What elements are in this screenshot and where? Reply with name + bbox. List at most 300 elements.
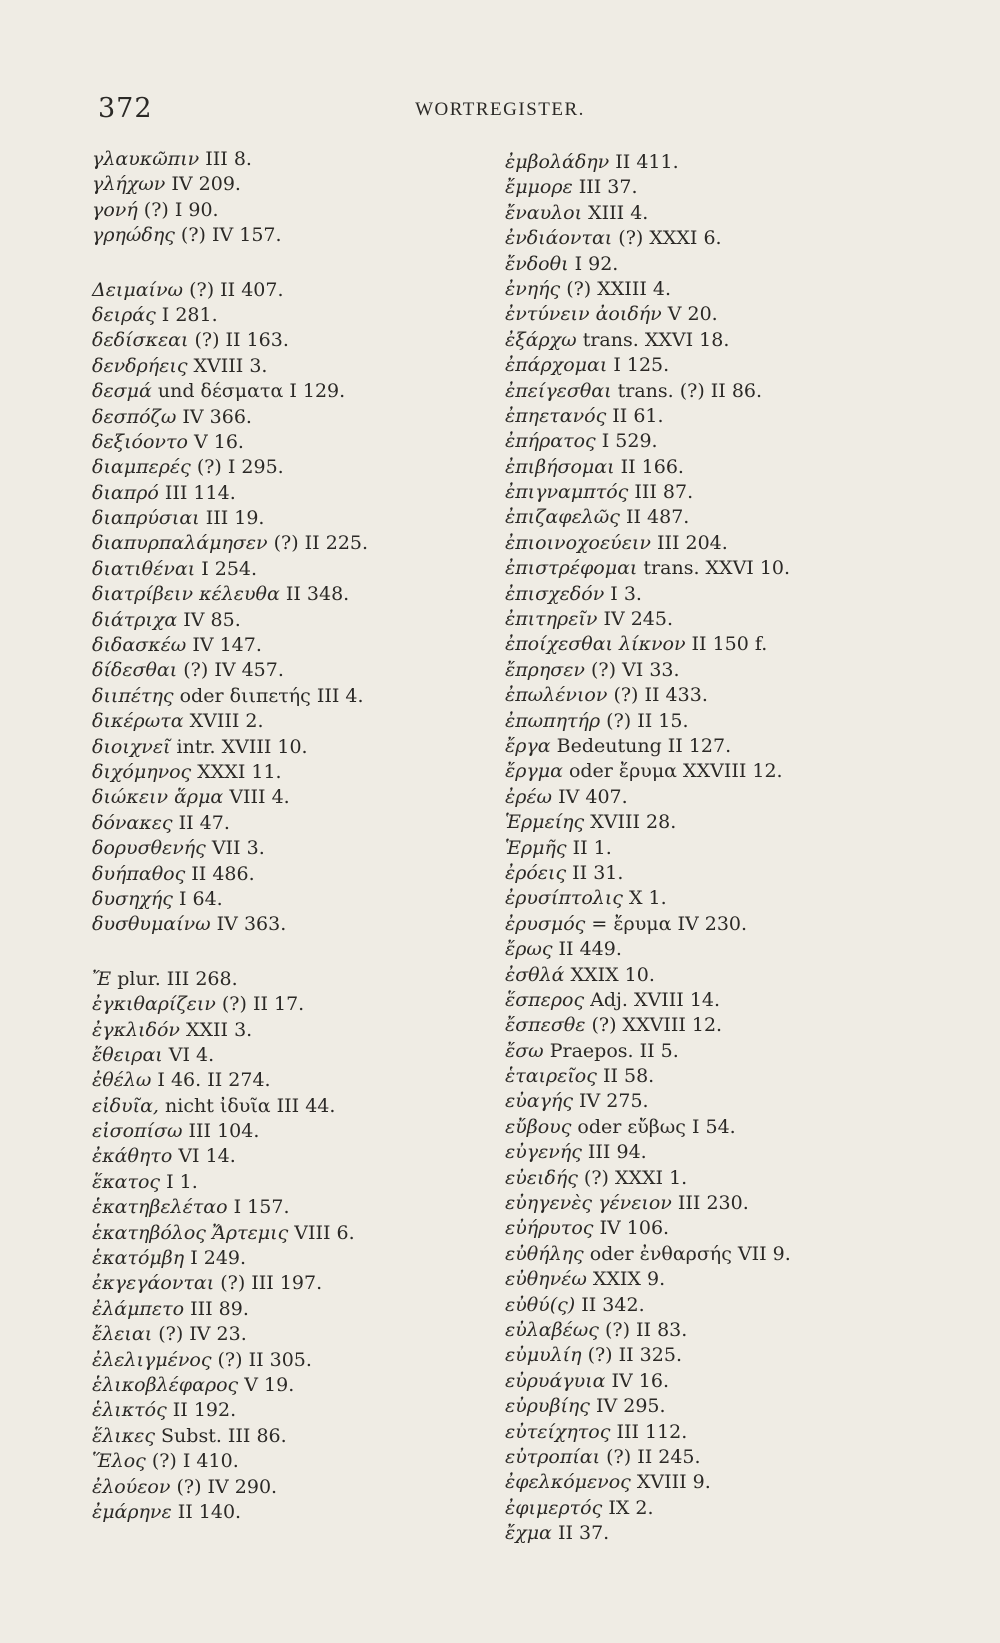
index-headword: ἐρυσμός [505,912,586,935]
index-reference: (?) II 163. [194,329,289,352]
index-entry [505,201,925,226]
index-headword: ἐμβολάδην [505,151,610,173]
index-reference: IX 2. [608,1496,654,1519]
index-reference: trans. XXVI 10. [643,557,791,580]
index-headword: ἐμάρηνε [92,1500,172,1523]
index-reference: (?) IV 23. [158,1323,247,1346]
index-headword: εὐλαβέως [505,1318,599,1341]
index-entry [92,1373,492,1398]
index-headword: διάτριχα [92,608,178,631]
index-entry [505,404,925,429]
index-headword: ἐπιζαφελῶς [505,506,620,529]
index-headword: δορυσθενής [92,837,206,860]
index-headword: εὐρυβίης [505,1395,590,1418]
index-headword: ἐλούεον [92,1475,171,1498]
index-reference: (?) XXVIII 12. [591,1014,723,1037]
index-entry [505,1496,925,1521]
index-headword: ἐπείγεσθαι [505,379,612,402]
index-headword: ἐρέω [505,785,553,808]
index-reference: Adj. XVIII 14. [590,988,721,1011]
index-headword: ἐπωπητήρ [505,709,601,732]
index-entry [505,836,925,861]
index-headword: ἐπηετανός [505,404,607,427]
index-reference: XXXI 11. [197,760,282,783]
index-reference: IV 106. [599,1217,670,1240]
index-reference: trans. (?) II 86. [617,379,763,402]
index-headword: διιπέτης [92,684,174,707]
index-headword: εὐτείχητος [505,1420,611,1443]
index-reference: IV 295. [595,1395,666,1418]
index-entry [92,531,492,556]
index-entry [92,1246,492,1271]
index-entry [505,1369,925,1394]
index-reference: I 157. [233,1196,290,1219]
index-reference: (?) XXXI 1. [583,1166,688,1189]
index-headword: ἐνδιάονται [505,227,613,250]
index-entry [92,430,492,455]
index-headword: ἐφελκόμενος [505,1471,631,1494]
index-headword: εὐθύ(ς) [505,1293,576,1316]
index-entry [92,735,492,760]
index-reference: II 150 f. [691,633,768,656]
index-headword: ἐξάρχω [505,328,577,351]
index-headword: ἐρυσίπτολις [505,887,623,910]
index-reference: II 166. [620,455,684,478]
index-reference: I 92. [574,252,619,275]
index-entry [505,1191,925,1216]
index-reference: II 47. [178,811,230,834]
index-headword: εὐθήλης [505,1242,584,1265]
index-headword: ἐκγεγάονται [92,1272,215,1295]
index-headword: δεσμά [92,380,152,403]
index-headword: ἕσπερος [505,988,585,1011]
index-reference: I 46. II 274. [157,1069,271,1092]
running-head: WORTREGISTER. [415,99,585,120]
index-reference: (?) I 295. [196,456,284,479]
index-reference: (?) I 410. [151,1450,239,1473]
index-entry [92,223,492,248]
index-reference: oder ἔρυμα XXVIII 12. [568,760,783,783]
index-entry [505,455,925,480]
index-reference: I 529. [601,430,658,453]
index-headword: ἔρως [505,938,553,961]
index-headword: εὐήρυτος [505,1217,594,1240]
index-entry [92,278,492,303]
index-entry [505,556,925,581]
index-headword: γλήχων [92,173,166,196]
index-reference: (?) III 197. [220,1272,323,1295]
index-reference: III 204. [656,531,728,554]
index-headword: ἔλειαι [92,1323,153,1346]
index-entry [92,862,492,887]
index-headword: ἐθέλω [92,1069,152,1092]
index-headword: εὐαγής [505,1090,573,1113]
index-entry [505,632,925,657]
index-headword: δίδεσθαι [92,659,178,682]
index-headword: ἔσπεσθε [505,1014,586,1037]
index-reference: VII 3. [211,837,265,860]
index-headword: ἑλικτός [92,1399,167,1422]
index-entry [505,1013,925,1038]
index-entry [92,811,492,836]
index-headword: διαμπερές [92,456,191,479]
index-headword: διατιθέναι [92,557,196,580]
index-headword: εὐειδής [505,1166,578,1189]
index-headword: ἑλικοβλέφαρος [92,1373,239,1396]
index-headword: ἔναυλοι [505,201,583,224]
index-reference: Subst. III 86. [161,1424,287,1447]
index-reference: IV 366. [182,405,252,428]
index-headword: ἔχμα [505,1522,552,1545]
index-entry [92,967,492,992]
index-entry [92,557,492,582]
index-reference: IV 147. [192,634,262,657]
index-reference: (?) XXXI 6. [618,227,722,250]
index-entry [92,785,492,810]
index-reference: III 94. [587,1141,647,1164]
index-reference: I 1. [166,1170,198,1193]
index-headword: δόνακες [92,811,173,834]
index-entry [505,379,925,404]
index-reference: IV 85. [183,608,241,631]
index-reference: XVIII 28. [590,811,677,834]
entry-group-gamma [92,147,492,249]
index-headword: διδασκέω [92,634,187,657]
index-entry [92,1068,492,1093]
index-entry [92,303,492,328]
index-entry [92,354,492,379]
index-headword: διαπυρπαλάμησεν [92,532,268,555]
index-headword: Ἕλος [92,1450,146,1473]
index-entry [92,1348,492,1373]
index-headword: ἐκάθητο [92,1145,173,1168]
index-reference: I 281. [161,303,218,326]
index-entry [92,1221,492,1246]
index-headword: ἐπιοινοχοεύειν [505,531,651,554]
index-reference: (?) II 17. [221,993,305,1016]
index-headword: εὔβους [505,1115,572,1138]
index-entry [505,226,925,251]
index-headword: ἑκατηβόλος Ἄρτεμις [92,1221,289,1244]
index-entry [505,886,925,911]
index-headword: διαπρό [92,481,159,504]
index-entry [505,1521,925,1546]
index-headword: διχόμηνος [92,760,192,783]
index-reference: II 348. [285,583,350,606]
index-reference: I 249. [190,1247,247,1270]
index-headword: διαπρύσιαι [92,507,200,530]
index-headword: ἐπιστρέφομαι [505,557,638,580]
index-entry [92,1170,492,1195]
index-reference: II 140. [177,1500,242,1523]
index-reference: XXII 3. [185,1018,253,1041]
index-entry [92,760,492,785]
index-headword: ἐπισχεδόν [505,582,605,605]
index-headword: δυσθυμαίνω [92,913,211,936]
index-entry [505,175,925,200]
index-reference: (?) II 433. [613,684,708,707]
index-headword: εὐμυλίη [505,1344,582,1367]
index-reference: (?) II 225. [273,532,369,555]
index-entry [505,861,925,886]
index-entry [505,937,925,962]
index-headword: ἐπωλένιον [505,684,608,707]
index-entry [505,1242,925,1267]
index-reference: V 20. [667,303,718,326]
index-reference: X 1. [628,887,667,910]
index-reference: XVIII 9. [636,1471,711,1494]
index-headword: ἔνδοθι [505,252,569,275]
index-reference: III 89. [190,1297,249,1320]
index-reference: III 104. [188,1120,260,1143]
index-entry [92,992,492,1017]
index-headword: δεσπόζω [92,405,177,428]
index-headword: ἔσω [505,1039,544,1062]
index-reference: plur. III 268. [117,967,238,990]
index-reference: II 486. [191,862,255,885]
index-entry [505,277,925,302]
index-reference: III 19. [205,507,265,530]
index-entry [92,1271,492,1296]
index-entry [92,582,492,607]
index-reference: (?) IV 457. [183,659,284,682]
index-headword: ἐσθλά [505,963,565,986]
index-headword: εὐτροπίαι [505,1445,601,1468]
index-headword: εὐγενής [505,1141,582,1164]
index-headword: ἕλικες [92,1424,155,1447]
index-reference: II 192. [172,1399,237,1422]
index-entry [92,405,492,430]
index-reference: (?) XXIII 4. [566,277,671,300]
index-entry [505,353,925,378]
index-reference: II 449. [558,938,622,961]
index-reference: oder ἐνθαρσής VII 9. [589,1242,791,1265]
index-reference: VIII 4. [229,786,290,809]
index-headword: εὐθηνέω [505,1268,587,1291]
index-headword: ἐπιβήσομαι [505,455,615,478]
index-reference: = ἔρυμα IV 230. [591,912,748,935]
index-entry [505,1140,925,1165]
index-reference: (?) II 407. [189,278,284,301]
index-entry [505,252,925,277]
index-reference: IV 245. [603,608,674,631]
index-entry [92,1297,492,1322]
index-headword: ἑκατηβελέταο [92,1196,228,1219]
index-reference: I 3. [610,582,642,605]
index-entry [505,912,925,937]
index-entry [92,1195,492,1220]
index-entry [505,709,925,734]
index-reference: I 125. [613,354,670,377]
index-entry [505,785,925,810]
index-headword: δεδίσκεαι [92,329,189,352]
index-reference: XVIII 2. [189,710,264,733]
index-reference: V 19. [244,1373,295,1396]
index-entry [505,1064,925,1089]
index-reference: III 87. [634,481,694,504]
index-reference: XVIII 3. [193,354,268,377]
index-reference: (?) VI 33. [591,658,680,681]
index-entry [92,633,492,658]
index-reference: III 37. [578,176,638,199]
index-entry [505,810,925,835]
index-reference: (?) I 90. [143,198,219,221]
index-entry [92,198,492,223]
index-entry [92,481,492,506]
index-entry [505,1470,925,1495]
index-headword: ἔργα [505,734,551,757]
index-reference: IV 407. [558,785,628,808]
index-entry [505,480,925,505]
index-entry [505,1445,925,1470]
index-entry [505,1216,925,1241]
index-reference: XXIX 10. [570,963,655,986]
index-entry [92,455,492,480]
index-entry [505,1394,925,1419]
index-reference: III 8. [205,148,252,170]
index-reference: (?) II 325. [587,1344,682,1367]
index-headword: ἐπιτηρεῖν [505,608,598,631]
index-entry [505,607,925,632]
index-headword: δυήπαθος [92,862,186,885]
index-entry [505,328,925,353]
index-headword: ἐποίχεσθαι λίκνον [505,633,686,656]
index-headword: ἐγκιθαρίζειν [92,993,216,1016]
index-headword: ἐπάρχομαι [505,354,608,377]
index-headword: δενδρήεις [92,354,188,377]
index-headword: ἔπρησεν [505,658,585,681]
index-entry [505,505,925,530]
index-reference: III 230. [677,1192,749,1215]
index-entry [505,1039,925,1064]
index-headword: ἐγκλιδόν [92,1018,180,1041]
index-reference: oder εὔβως I 54. [577,1115,736,1138]
index-entry [505,1293,925,1318]
index-headword: ἐπήρατος [505,430,596,453]
index-headword: γονή [92,198,138,221]
index-entry [92,1500,492,1525]
index-entry [92,836,492,861]
right-column [505,150,925,1546]
index-entry [92,147,492,172]
index-entry [505,150,925,175]
index-reference: II 37. [557,1522,610,1545]
index-entry [505,1089,925,1114]
index-entry [92,1018,492,1043]
index-reference: Praepos. II 5. [549,1039,679,1062]
index-headword: γρηώδης [92,224,175,247]
index-reference: XXIX 9. [592,1268,666,1291]
index-entry [505,988,925,1013]
index-entry [92,1043,492,1068]
index-headword: ἑκατόμβη [92,1247,185,1270]
index-reference: III 114. [164,481,236,504]
index-entry [505,1115,925,1140]
index-reference: (?) II 305. [217,1348,312,1371]
index-entry [505,658,925,683]
index-entry [505,963,925,988]
index-headword: δικέρωτα [92,710,184,733]
index-headword: διοιχνεῖ [92,735,171,758]
index-entry [92,1322,492,1347]
index-reference: II 411. [615,151,679,173]
index-reference: (?) IV 157. [180,224,282,247]
index-headword: ἐνηής [505,277,561,300]
index-headword: δειράς [92,303,156,326]
index-entry [92,172,492,197]
group-spacer [92,938,492,967]
index-reference: VI 4. [168,1043,215,1066]
index-entry [92,912,492,937]
index-entry [505,1267,925,1292]
index-entry [505,582,925,607]
entry-group-epsilon [92,967,492,1526]
page-number: 372 [98,93,153,124]
index-headword: ἐντύνειν ἀοιδήν [505,303,662,326]
index-entry [505,734,925,759]
index-headword: διώκειν ἅρμα [92,786,224,809]
index-entry [505,302,925,327]
index-entry [505,1420,925,1445]
index-headword: ἔμμορε [505,176,573,199]
index-headword: ἐλάμπετο [92,1297,185,1320]
index-entry [92,709,492,734]
index-headword: ἕκατος [92,1170,161,1193]
index-entry [92,506,492,531]
index-entry [92,684,492,709]
index-entry [92,658,492,683]
index-headword: Ἑρμῆς [505,836,567,859]
index-entry [92,379,492,404]
index-headword: εὐρυάγυια [505,1369,606,1392]
index-reference: (?) IV 290. [176,1475,278,1498]
index-entry [505,1166,925,1191]
index-headword: ἔργμα [505,760,563,783]
index-reference: III 112. [616,1420,688,1443]
index-headword: διατρίβειν κέλευθα [92,583,280,606]
index-entry [505,531,925,556]
entry-group-epsilon-continued [505,150,925,1546]
index-reference: I 64. [178,887,223,910]
index-headword: δεξιόοντο [92,430,188,453]
index-reference: und δέσματα I 129. [157,380,346,403]
index-entry [92,1475,492,1500]
index-headword: Δειμαίνω [92,278,184,301]
index-headword: εἰσοπίσω [92,1120,183,1143]
index-entry [505,1343,925,1368]
index-entry [92,1144,492,1169]
index-headword: ἐρόεις [505,861,567,884]
index-reference: I 254. [201,557,258,580]
entry-group-delta [92,278,492,938]
index-reference: IV 363. [216,913,287,936]
index-headword: εὐηγενὲς γένειον [505,1192,672,1215]
group-spacer [92,249,492,278]
index-headword: εἰδυῖα, [92,1094,159,1117]
left-column [92,147,492,1525]
index-reference: VIII 6. [294,1221,355,1244]
index-headword: γλαυκῶπιν [92,148,200,170]
index-reference: II 1. [572,836,612,859]
index-reference: trans. XXVI 18. [582,328,730,351]
index-headword: ἐφιμερτός [505,1496,603,1519]
index-reference: Bedeutung II 127. [556,734,732,757]
index-headword: ἐπιγναμπτός [505,481,629,504]
index-headword: ἑταιρεῖος [505,1065,597,1088]
index-reference: oder διιπετής III 4. [179,684,364,707]
index-headword: ἐλελιγμένος [92,1348,212,1371]
index-reference: intr. XVIII 10. [176,735,308,758]
